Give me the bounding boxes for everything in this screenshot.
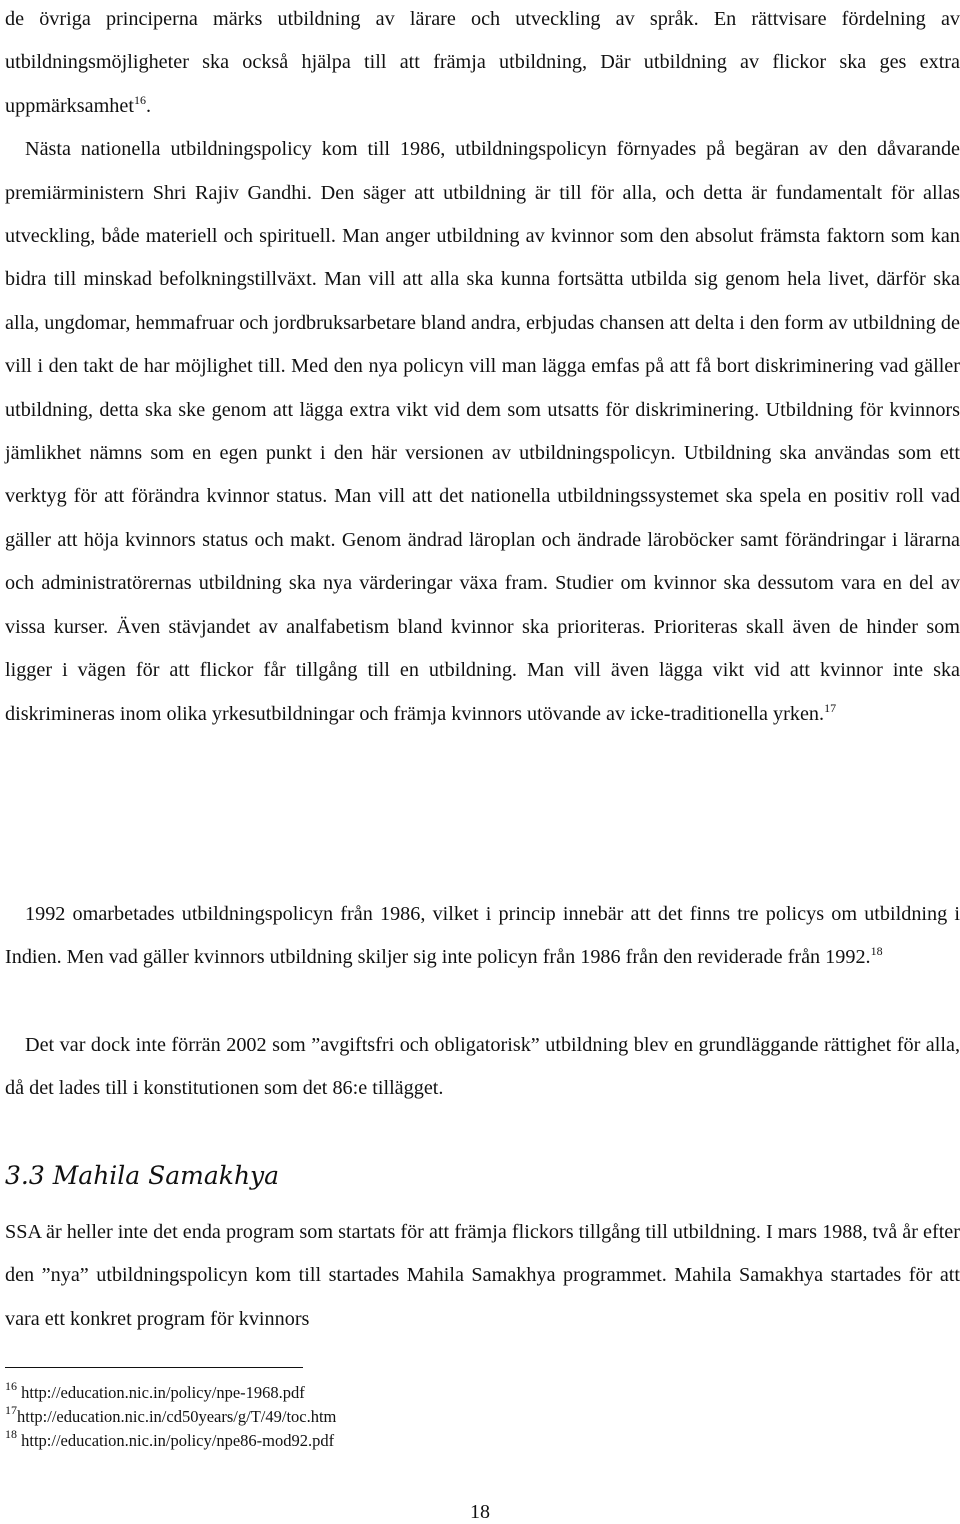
footnote-number: 17 bbox=[5, 1403, 17, 1417]
footnote-link[interactable]: http://education.nic.in/policy/npe86-mod92.pdf bbox=[17, 1431, 335, 1450]
footnote-divider bbox=[5, 1367, 303, 1368]
footnote-16 bbox=[5, 1379, 305, 1404]
footnote-18 bbox=[5, 1427, 335, 1452]
page-number: 18 bbox=[470, 1501, 490, 1523]
footnote-17 bbox=[5, 1403, 337, 1428]
body-paragraph-1992 bbox=[5, 893, 960, 980]
paragraph-1992-text: 1992 omarbetades utbildningspolicyn från 1986, vilket i princip innebär att det finns tre policys om utbildning i Indien. Men vad gäller kvinnors utbildning skiljer sig inte policyn från 1986 från den reviderade från 1992. bbox=[5, 903, 960, 969]
footnote-number: 18 bbox=[5, 1427, 17, 1441]
footnote-ref-16: 16 bbox=[133, 92, 146, 107]
footnote-link[interactable]: http://education.nic.in/policy/npe-1968.pdf bbox=[17, 1383, 305, 1402]
footnote-ref-17: 17 bbox=[824, 700, 837, 715]
paragraph-2002-text: Det var dock inte förrän 2002 som ”avgiftsfri och obligatorisk” utbildning blev en grundläggande rättighet för alla, då det lades till i konstitutionen som det 86:e tillägget. bbox=[5, 1034, 960, 1100]
section-heading: 3.3 Mahila Samakhya bbox=[5, 1161, 280, 1190]
footnote-ref-18: 18 bbox=[870, 944, 883, 959]
sentence-end: . bbox=[145, 94, 151, 117]
footnote-link[interactable]: http://education.nic.in/cd50years/g/T/49/toc.htm bbox=[17, 1407, 337, 1426]
footnote-number: 16 bbox=[5, 1379, 17, 1393]
body-paragraph-mahila-samakhya bbox=[5, 1211, 960, 1341]
paragraph-mahila-text: SSA är heller inte det enda program som startats för att främja flickors tillgång till utbildning. I mars 1988, två år efter den ”nya” utbildningspolicyn kom till startades Mahila Samakhya programmet. Mahila Samakhya startades för att vara ett konkret program för kvinnors bbox=[5, 1221, 960, 1330]
paragraph-1986-policy: Nästa nationella utbildningspolicy kom till 1986, utbildningspolicyn förnyades på begäran av den dåvarande premiärministern Shri Rajiv Gandhi. Den säger att utbildning är till för alla, och detta är fundamentalt för allas utveckling, både materiell och spirituell. Man anger utbildning av kvinnor som den absolut främsta faktorn som kan bidra till minskad befolkningstillväxt. Man vill att alla ska kunna fortsätta utbilda sig genom hela livet, därför ska alla, ungdomar, hemmafruar och jordbruksarbetare bland andra, erbjudas chansen att delta i den form av utbildning de vill i den takt de har möjlighet till. Med den nya policyn vill man lägga emfas på att få bort diskriminering vad gäller utbildning, detta ska ske genom att lägga extra vikt vid dem som utsatts för diskriminering. Utbildning för kvinnors jämlikhet nämns som en egen punkt i den här versionen av utbildningspolicyn. Utbildning ska användas som ett verktyg för att förändra kvinnor status. Man vill att det nationella utbildningssystemet ska spela en positiv roll vad gäller att höja kvinnors status och makt. Genom ändrad läroplan och ändrade läroböcker samt förändringar i lärarna och administratörernas utbildning ska nya värderingar växa fram. Studier om kvinnor ska dessutom vara en del av vissa kurser. Även stävjandet av analfabetism bland kvinnor ska prioriteras. Prioriteras skall även de hinder som ligger i vägen för att flickor får tillgång till en utbildning. Man vill även lägga vikt vid att kvinnor inte ska diskrimineras inom olika yrkesutbildningar och främja kvinnors utövande av icke-traditionella yrken. bbox=[5, 138, 960, 725]
body-paragraph-policy-1986 bbox=[5, 0, 960, 736]
paragraph-continuation: de övriga principerna märks utbildning av lärare och utveckling av språk. En rättvisare fördelning av utbildningsmöjligheter ska också hjälpa till att främja utbildning, Där utbildning av flickor ska ges extra uppmärksamhet bbox=[5, 8, 960, 117]
body-paragraph-2002 bbox=[5, 1024, 960, 1111]
